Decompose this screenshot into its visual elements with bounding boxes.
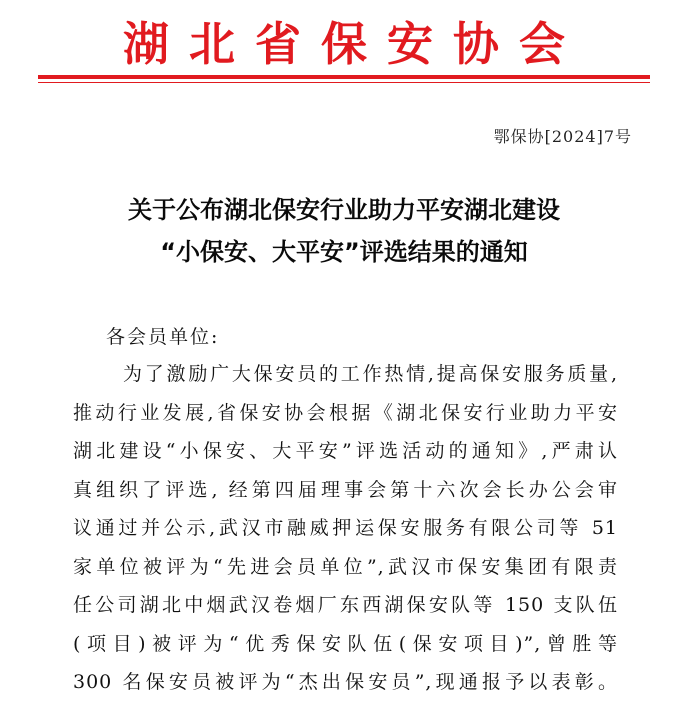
document-title-line-2: “小保安、大平安”评选结果的通知 [160,238,528,266]
body-line: 家单位被评为“先进会员单位”,武汉市保安集团有限责 [73,555,618,578]
organization-name: 湖北省保安协会 [123,17,585,71]
body-line: 任公司湖北中烟武汉卷烟厂东西湖保安队等 150 支队伍 [73,594,618,616]
letterhead [0,0,688,86]
body-line: 300 名保安员被评为“杰出保安员”,现通报予以表彰。 [73,671,618,693]
salutation: 各会员单位: [106,326,220,348]
body-line: (项目)被评为“优秀保安队伍(保安项目)”,曾胜等 [73,632,618,655]
body-line: 为了激励广大保安员的工作热情,提高保安服务质量, [123,363,618,385]
body-line: 议通过并公示,武汉市融威押运保安服务有限公司等 51 [73,517,618,539]
body-line: 湖北建设“小保安、大平安”评选活动的通知》,严肃认 [73,440,618,462]
letterhead-rule-thin [38,82,650,83]
body-paragraph [73,355,618,702]
letterhead-rule-thick [38,75,650,79]
document-number: 鄂保协[2024]7号 [493,127,632,146]
document-title-line-1: 关于公布湖北保安行业助力平安湖北建设 [128,196,560,224]
body-line: 真组织了评选, 经第四届理事会第十六次会长办公会审 [73,478,618,501]
body-line: 推动行业发展,省保安协会根据《湖北保安行业助力平安 [73,401,618,424]
